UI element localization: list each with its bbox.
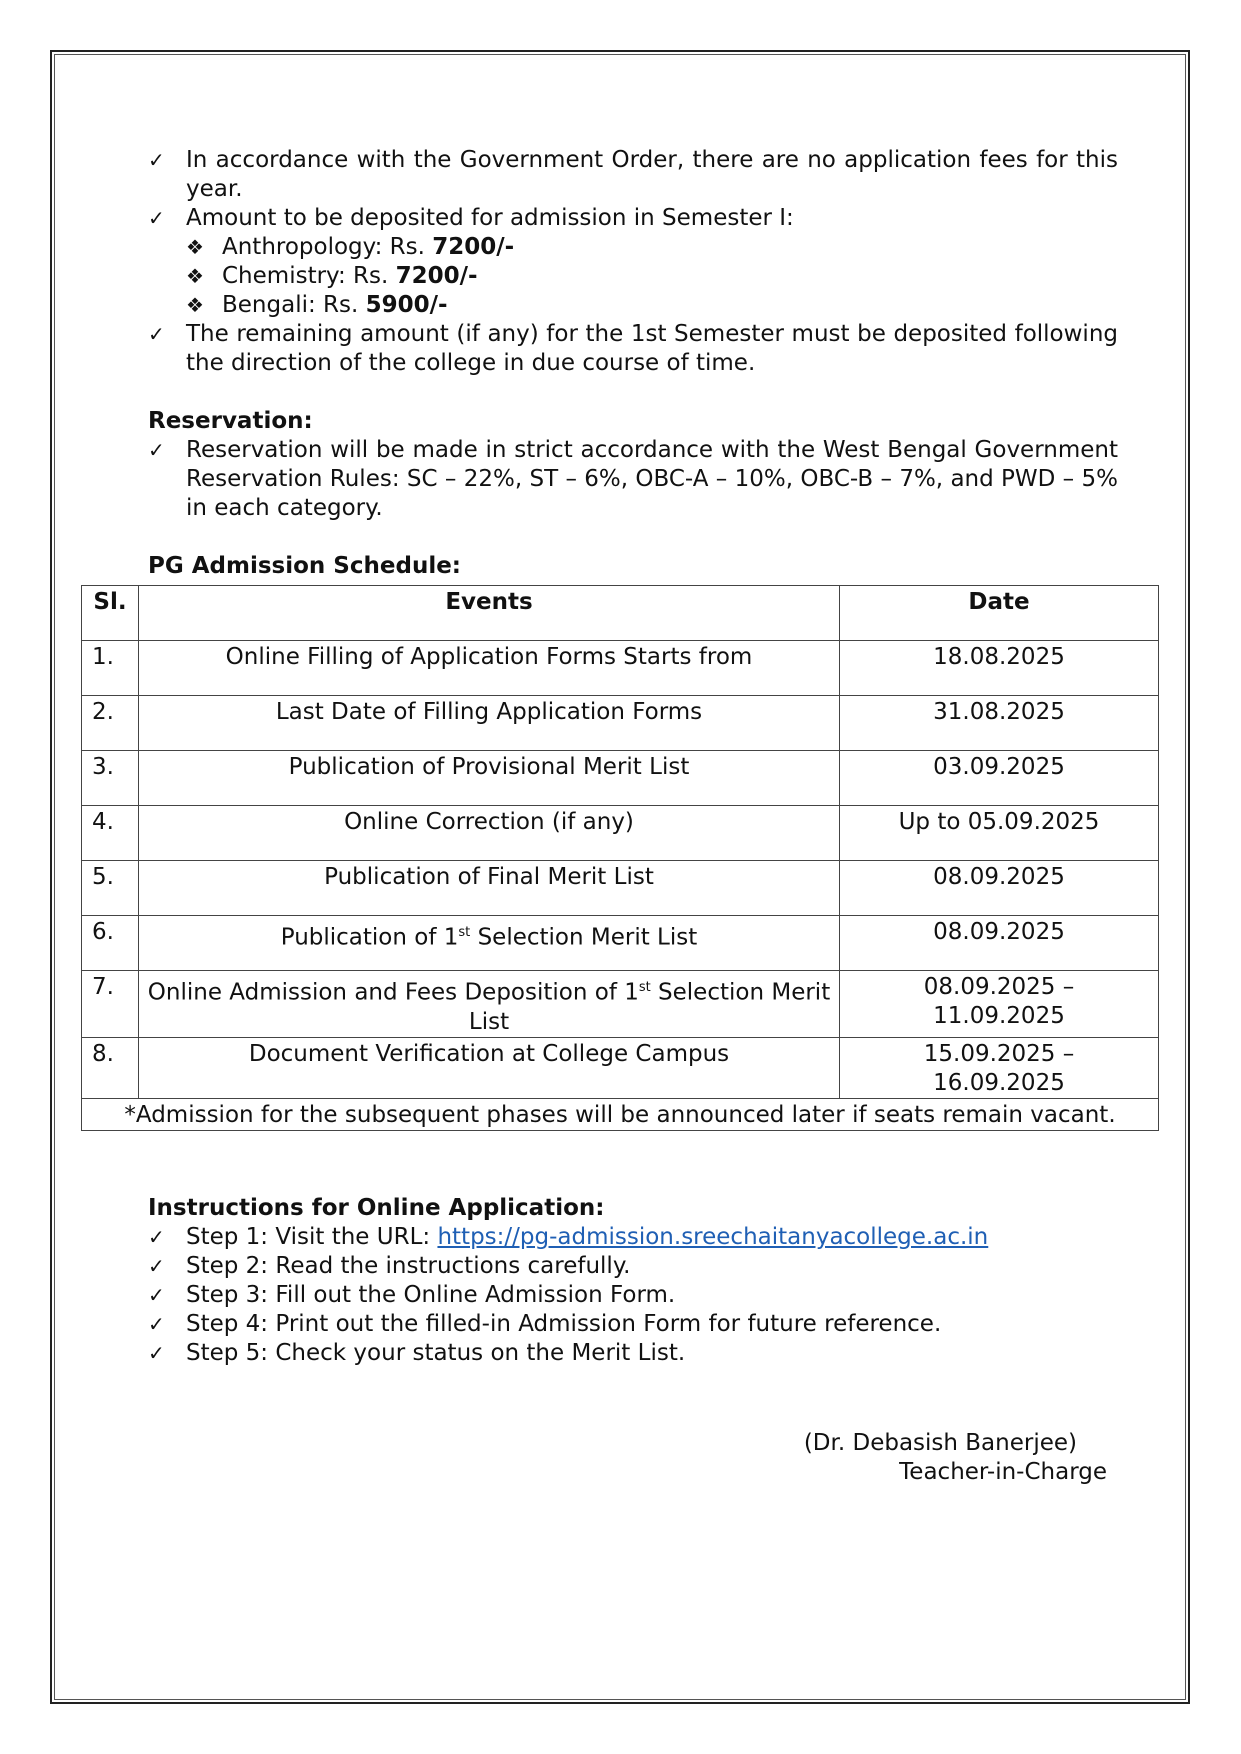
- subject-fee: [148, 233, 1118, 262]
- table-row: [82, 641, 1159, 696]
- cell-event: Last Date of Filling Application Forms: [139, 696, 840, 751]
- step-item: [148, 1252, 1148, 1281]
- cell-date: 08.09.2025: [840, 861, 1159, 916]
- signature-block: [804, 1429, 1107, 1487]
- schedule-heading: PG Admission Schedule:: [148, 553, 461, 579]
- check-icon: ✓: [148, 1341, 165, 1365]
- check-icon: ✓: [148, 438, 165, 462]
- fee-item: [148, 320, 1118, 378]
- cell-date: 08.09.2025: [840, 916, 1159, 971]
- table-row: [82, 751, 1159, 806]
- cell-sl: 7.: [82, 971, 139, 1038]
- cell-event: Online Correction (if any): [139, 806, 840, 861]
- cell-date: 15.09.2025 – 16.09.2025: [840, 1037, 1159, 1098]
- cell-event: Publication of Final Merit List: [139, 861, 840, 916]
- signatory-designation: Teacher-in-Charge: [899, 1459, 1107, 1485]
- remaining-text: The remaining amount (if any) for the 1st Semester must be deposited following the direction of the college in due course of time.: [186, 321, 1118, 376]
- step1-text: Step 1: Visit the URL:: [186, 1224, 438, 1250]
- cell-date: Up to 05.09.2025: [840, 806, 1159, 861]
- step-item: [148, 1339, 1148, 1368]
- step-item: [148, 1310, 1148, 1339]
- step-text: Step 4: Print out the filled-in Admission Form for future reference.: [186, 1311, 942, 1337]
- cell-sl: 6.: [82, 916, 139, 971]
- check-icon: ✓: [148, 1312, 165, 1336]
- cell-event: Document Verification at College Campus: [139, 1037, 840, 1098]
- instructions-heading: Instructions for Online Application:: [148, 1195, 605, 1221]
- schedule-table: [81, 585, 1159, 1131]
- cell-event: Online Filling of Application Forms Starts from: [139, 641, 840, 696]
- cell-date: 31.08.2025: [840, 696, 1159, 751]
- check-icon: ✓: [148, 1254, 165, 1278]
- subject-label: Bengali: Rs.: [222, 292, 366, 318]
- reservation-item: [148, 436, 1118, 523]
- cell-sl: 4.: [82, 806, 139, 861]
- check-icon: ✓: [148, 148, 165, 172]
- diamond-bullet-icon: ❖: [186, 264, 204, 288]
- instructions-section: [148, 1194, 1148, 1368]
- cell-sl: 1.: [82, 641, 139, 696]
- cell-event: Online Admission and Fees Deposition of 1st Selection Merit List: [139, 971, 840, 1038]
- cell-sl: 5.: [82, 861, 139, 916]
- fee-item: [148, 146, 1118, 204]
- cell-date: 03.09.2025: [840, 751, 1159, 806]
- fee-item: [148, 204, 1118, 233]
- reservation-text: Reservation will be made in strict accordance with the West Bengal Government Reservation Rules: SC – 22%, ST – 6%, OBC-A – 10%, OBC-B – 7%, and PWD – 5% in each category.: [186, 437, 1118, 521]
- cell-date: 08.09.2025 – 11.09.2025: [840, 971, 1159, 1038]
- subject-amount: 5900/-: [365, 292, 448, 318]
- table-row: [82, 861, 1159, 916]
- cell-sl: 3.: [82, 751, 139, 806]
- fee-text: In accordance with the Government Order, there are no application fees for this year.: [186, 147, 1118, 202]
- fee-text: Amount to be deposited for admission in Semester I:: [186, 205, 794, 231]
- check-icon: ✓: [148, 1225, 165, 1249]
- check-icon: ✓: [148, 1283, 165, 1307]
- schedule-note: *Admission for the subsequent phases will be announced later if seats remain vacant.: [82, 1098, 1159, 1130]
- cell-event: Publication of Provisional Merit List: [139, 751, 840, 806]
- subject-label: Anthropology: Rs.: [222, 234, 433, 260]
- column-header-events: Events: [139, 586, 840, 641]
- reservation-heading: Reservation:: [148, 408, 313, 434]
- check-icon: ✓: [148, 206, 165, 230]
- diamond-bullet-icon: ❖: [186, 235, 204, 259]
- subject-fee: [148, 262, 1118, 291]
- step-item: [148, 1223, 1148, 1252]
- cell-date: 18.08.2025: [840, 641, 1159, 696]
- signatory-name: (Dr. Debasish Banerjee): [803, 1430, 1077, 1456]
- diamond-bullet-icon: ❖: [186, 293, 204, 317]
- cell-sl: 8.: [82, 1037, 139, 1098]
- fees-section: [148, 146, 1118, 581]
- table-row: [82, 1037, 1159, 1098]
- admission-url-link[interactable]: https://pg-admission.sreechaitanyacollege.ac.in: [437, 1224, 989, 1250]
- cell-event: Publication of 1st Selection Merit List: [139, 916, 840, 971]
- subject-amount: 7200/-: [432, 234, 515, 260]
- step-text: Step 2: Read the instructions carefully.: [186, 1253, 631, 1279]
- subject-amount: 7200/-: [395, 263, 478, 289]
- check-icon: ✓: [148, 322, 165, 346]
- step-text: Step 5: Check your status on the Merit List.: [186, 1340, 686, 1366]
- column-header-sl: Sl.: [82, 586, 139, 641]
- subject-fee: [148, 291, 1118, 320]
- table-row: [82, 971, 1159, 1038]
- table-row: [82, 916, 1159, 971]
- table-note-row: [82, 1098, 1159, 1130]
- step-text: Step 3: Fill out the Online Admission Form.: [186, 1282, 676, 1308]
- cell-sl: 2.: [82, 696, 139, 751]
- step-item: [148, 1281, 1148, 1310]
- subject-label: Chemistry: Rs.: [222, 263, 396, 289]
- table-row: [82, 696, 1159, 751]
- table-row: [82, 806, 1159, 861]
- column-header-date: Date: [840, 586, 1159, 641]
- table-header-row: [82, 586, 1159, 641]
